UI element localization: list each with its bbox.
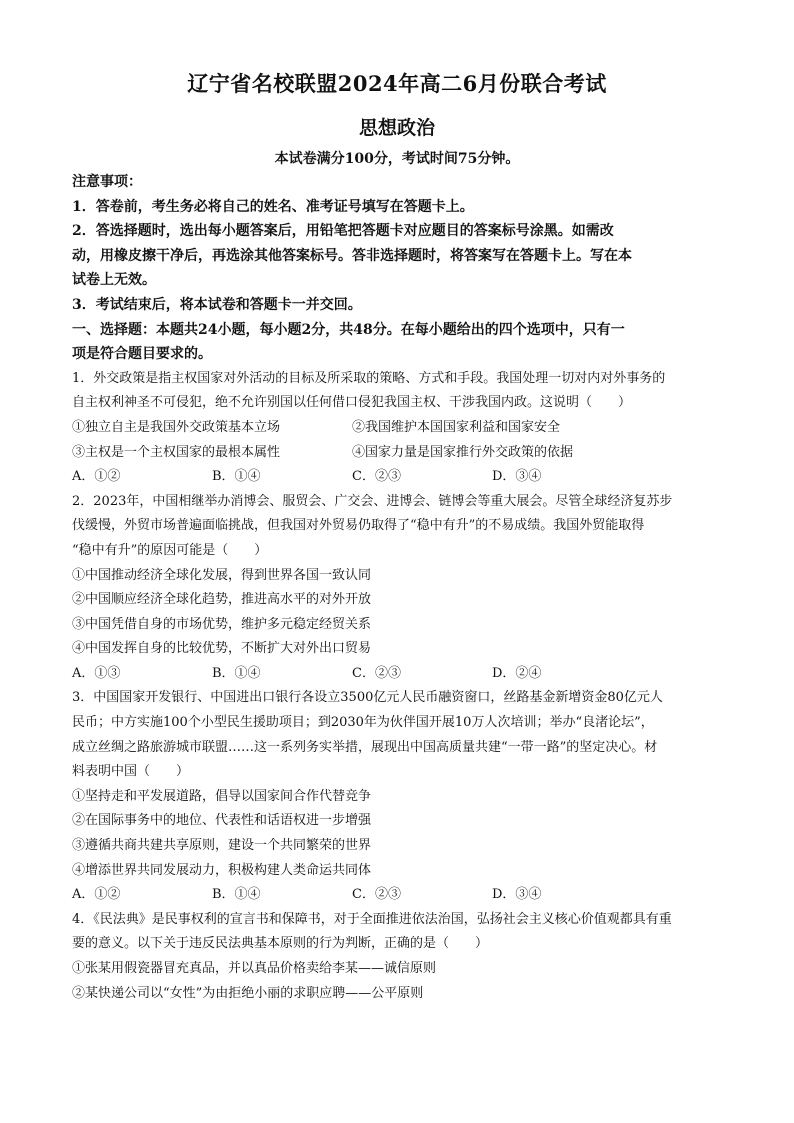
q3-option-c: C．②③ bbox=[352, 887, 401, 903]
q2-option-d: D．②④ bbox=[492, 665, 542, 681]
q3-item-3: ③遵循共商共建共享原则，建设一个共同繁荣的世界 bbox=[72, 838, 372, 854]
q3-stem-line-3: 成立丝绸之路旅游城市联盟……这一系列务实举措，展现出中国高质量共建“一带一路”的坚定决心。材 bbox=[72, 739, 658, 755]
section-1-heading-line-2: 项是符合题目要求的。 bbox=[72, 346, 212, 363]
q2-stem-line-3: “稳中有升”的原因可能是（ ） bbox=[72, 542, 268, 558]
q4-item-1: ①张某用假瓷器冒充真品，并以真品价格卖给李某——诚信原则 bbox=[72, 961, 437, 976]
q2-option-b: B．①④ bbox=[212, 665, 261, 681]
q2-options bbox=[72, 662, 722, 687]
exam-meta: 本试卷满分100分，考试时间75分钟。 bbox=[274, 151, 520, 167]
q1-items-row-2 bbox=[72, 441, 722, 466]
q2-item-2: ②中国顺应经济全球化趋势，推进高水平的对外开放 bbox=[72, 592, 372, 608]
note-2-line-3: 试卷上无效。 bbox=[72, 272, 156, 289]
q3-item-1: ①坚持走和平发展道路，倡导以国家间合作代替竞争 bbox=[72, 788, 372, 804]
q1-options bbox=[72, 465, 722, 490]
q1-items-row-1 bbox=[72, 416, 722, 441]
q1-item-3: ③主权是一个主权国家的最根本属性 bbox=[72, 444, 281, 460]
q1-option-c: C．②③ bbox=[352, 469, 401, 485]
exam-body bbox=[72, 170, 722, 1006]
subject-title: 思想政治 bbox=[358, 117, 435, 139]
q1-stem-line-2: 自主权利神圣不可侵犯，绝不允许别国以任何借口侵犯我国主权、干涉我国内政。这说明（ ） bbox=[72, 395, 632, 411]
q4-stem-line-2: 要的意义。以下关于违反民法典基本原则的行为判断，正确的是（ ） bbox=[72, 936, 489, 952]
note-2-line-1: 2．答选择题时，选出每小题答案后，用铅笔把答题卡对应题目的答案标号涂黑。如需改 bbox=[72, 223, 614, 240]
note-3: 3．考试结束后，将本试卷和答题卡一并交回。 bbox=[72, 296, 362, 313]
q4-item-2: ②某快递公司以“女性”为由拒绝小丽的求职应聘——公平原则 bbox=[72, 985, 424, 1001]
q3-option-d: D．③④ bbox=[492, 887, 542, 903]
q3-item-2: ②在国际事务中的地位、代表性和话语权进一步增强 bbox=[72, 813, 372, 829]
q2-item-1: ①中国推动经济全球化发展，得到世界各国一致认同 bbox=[72, 567, 372, 583]
q1-stem-line-1: 1．外交政策是指主权国家对外活动的目标及所采取的策略、方式和手段。我国处理一切对内对外事务的 bbox=[72, 370, 666, 386]
q3-stem-line-2: 民币；中方实施100个小型民生援助项目；到2030年为伙伴国开展10万人次培训；举办“良渚论坛”， bbox=[72, 715, 654, 731]
q3-options bbox=[72, 883, 722, 908]
q2-item-3: ③中国凭借自身的市场优势，维护多元稳定经贸关系 bbox=[72, 616, 372, 632]
exam-title: 辽宁省名校联盟2024年高二6月份联合考试 bbox=[187, 71, 607, 96]
q1-item-2: ②我国维护本国国家利益和国家安全 bbox=[352, 419, 561, 435]
q1-item-4: ④国家力量是国家推行外交政策的依据 bbox=[352, 444, 574, 460]
q2-stem-line-2: 伐缓慢，外贸市场普遍面临挑战，但我国对外贸易仍取得了“稳中有升”的不易成绩。我国外贸能取得 bbox=[72, 518, 645, 534]
section-1-heading-line-1: 一、选择题：本题共24小题，每小题2分，共48分。在每小题给出的四个选项中，只有一 bbox=[72, 321, 625, 338]
q1-option-d: D．③④ bbox=[492, 469, 542, 485]
q1-item-1: ①独立自主是我国外交政策基本立场 bbox=[72, 419, 281, 435]
note-2-line-2: 动，用橡皮擦干净后，再选涂其他答案标号。答非选择题时，将答案写在答题卡上。写在本 bbox=[72, 247, 632, 264]
q1-option-b: B．①④ bbox=[212, 469, 261, 485]
q3-stem-line-4: 料表明中国（ ） bbox=[72, 764, 190, 780]
q2-stem-line-1: 2．2023年，中国相继举办消博会、服贸会、广交会、进博会、链博会等重大展会。尽管全球经济复苏步 bbox=[72, 493, 673, 509]
q3-option-a: A．①② bbox=[72, 887, 121, 903]
q3-option-b: B．①④ bbox=[212, 887, 261, 903]
q3-stem-line-1: 3．中国国家开发银行、中国进出口银行各设立3500亿元人民币融资窗口，丝路基金新增资金80亿元人 bbox=[72, 690, 663, 706]
note-1: 1．答卷前，考生务必将自己的姓名、准考证号填写在答题卡上。 bbox=[72, 198, 474, 215]
q3-item-4: ④增添世界共同发展动力，积极构建人类命运共同体 bbox=[72, 862, 372, 878]
notes-heading: 注意事项： bbox=[72, 174, 142, 190]
q2-option-c: C．②③ bbox=[352, 665, 401, 681]
q2-item-4: ④中国发挥自身的比较优势，不断扩大对外出口贸易 bbox=[72, 641, 372, 657]
q1-option-a: A．①② bbox=[72, 469, 121, 485]
q4-stem-line-1: 4．《民法典》是民事权利的宣言书和保障书，对于全面推进依法治国，弘扬社会主义核心价值观都具有重 bbox=[72, 911, 672, 927]
q2-option-a: A．①③ bbox=[72, 665, 121, 681]
